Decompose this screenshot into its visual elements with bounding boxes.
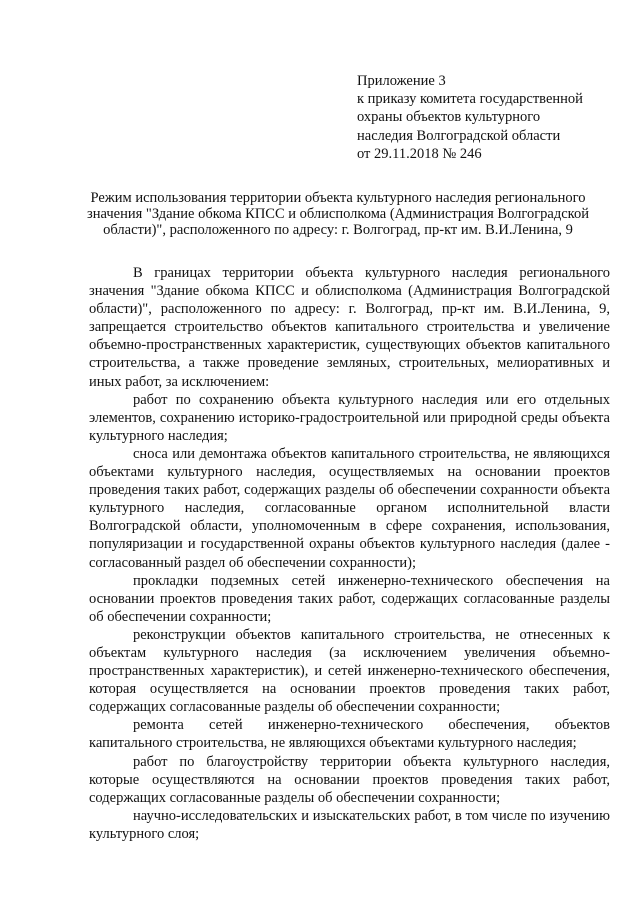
annex-committee: охраны объектов культурного xyxy=(357,109,541,126)
document-body xyxy=(89,264,610,843)
annex-header xyxy=(357,72,627,163)
annex-number: Приложение 3 xyxy=(357,73,446,89)
paragraph-landscaping: работ по благоустройству территории объекта культурного наследия, которые осуществляются на основании проектов проведения таких работ, содержащих согласованные разделы об обеспечении сохранности; xyxy=(89,753,610,806)
paragraph-repair: ремонта сетей инженерно-технического обеспечения, объектов капитального строительства, не являющихся объектами культурного наследия; xyxy=(89,717,610,752)
paragraph-reconstruction: реконструкции объектов капитального строительства, не отнесенных к объектам культурного наследия (за исключением увеличения объемно-пространственных характеристик), и сетей инженерно-технического обеспечения, которая осуществляется на основании проектов проведения таких работ, содержащих согласованные разделы об обеспечении сохранности; xyxy=(89,626,610,716)
paragraph-intro: В границах территории объекта культурного наследия регионального значения "Здание обкома КПСС и облисполкома (Администрация Волгоградской области)", расположенного по адресу: г. Волгоград, пр-кт им. В.И.Ленина, 9, запрещается строительство объектов капитального строительства и увеличение объемно-пространственных характеристик, существующих объектов капитального строительства, а также проведение земляных, строительных, мелиоративных и иных работ, за исключением: xyxy=(89,265,610,390)
paragraph-preservation: работ по сохранению объекта культурного наследия или его отдельных элементов, сохранению историко-градостроительной или природной среды объекта культурного наследия; xyxy=(89,391,610,444)
paragraph-underground-networks: прокладки подземных сетей инженерно-технического обеспечения на основании проектов проведения таких работ, содержащих согласованные разделы об обеспечении сохранности; xyxy=(89,572,610,625)
document-title: Режим использования территории объекта культурного наследия регионального значения "Здание обкома КПСС и облисполкома (Администрация Волгоградской области)", расположенного по адресу: г. Волгоград, пр-кт им. В.И.Ленина, 9 xyxy=(87,190,589,238)
paragraph-research: научно-исследовательских и изыскательских работ, в том числе по изучению культурного слоя; xyxy=(89,807,610,842)
annex-region: наследия Волгоградской области xyxy=(357,127,561,144)
annex-date-number: от 29.11.2018 № 246 xyxy=(357,145,482,162)
paragraph-demolition: сноса или демонтажа объектов капитального строительства, не являющихся объектами культурного наследия, осуществляемых на основании проектов проведения таких работ, содержащих разделы об обеспечении сохранности объекта культурного наследия, согласованные органом исполнительной власти Волгоградской области, уполномоченным в сфере сохранения, использования, популяризации и государственной охраны объектов культурного наследия (далее - согласованный раздел об обеспечении сохранности); xyxy=(89,445,610,571)
annex-order-ref: к приказу комитета государственной xyxy=(357,91,583,108)
